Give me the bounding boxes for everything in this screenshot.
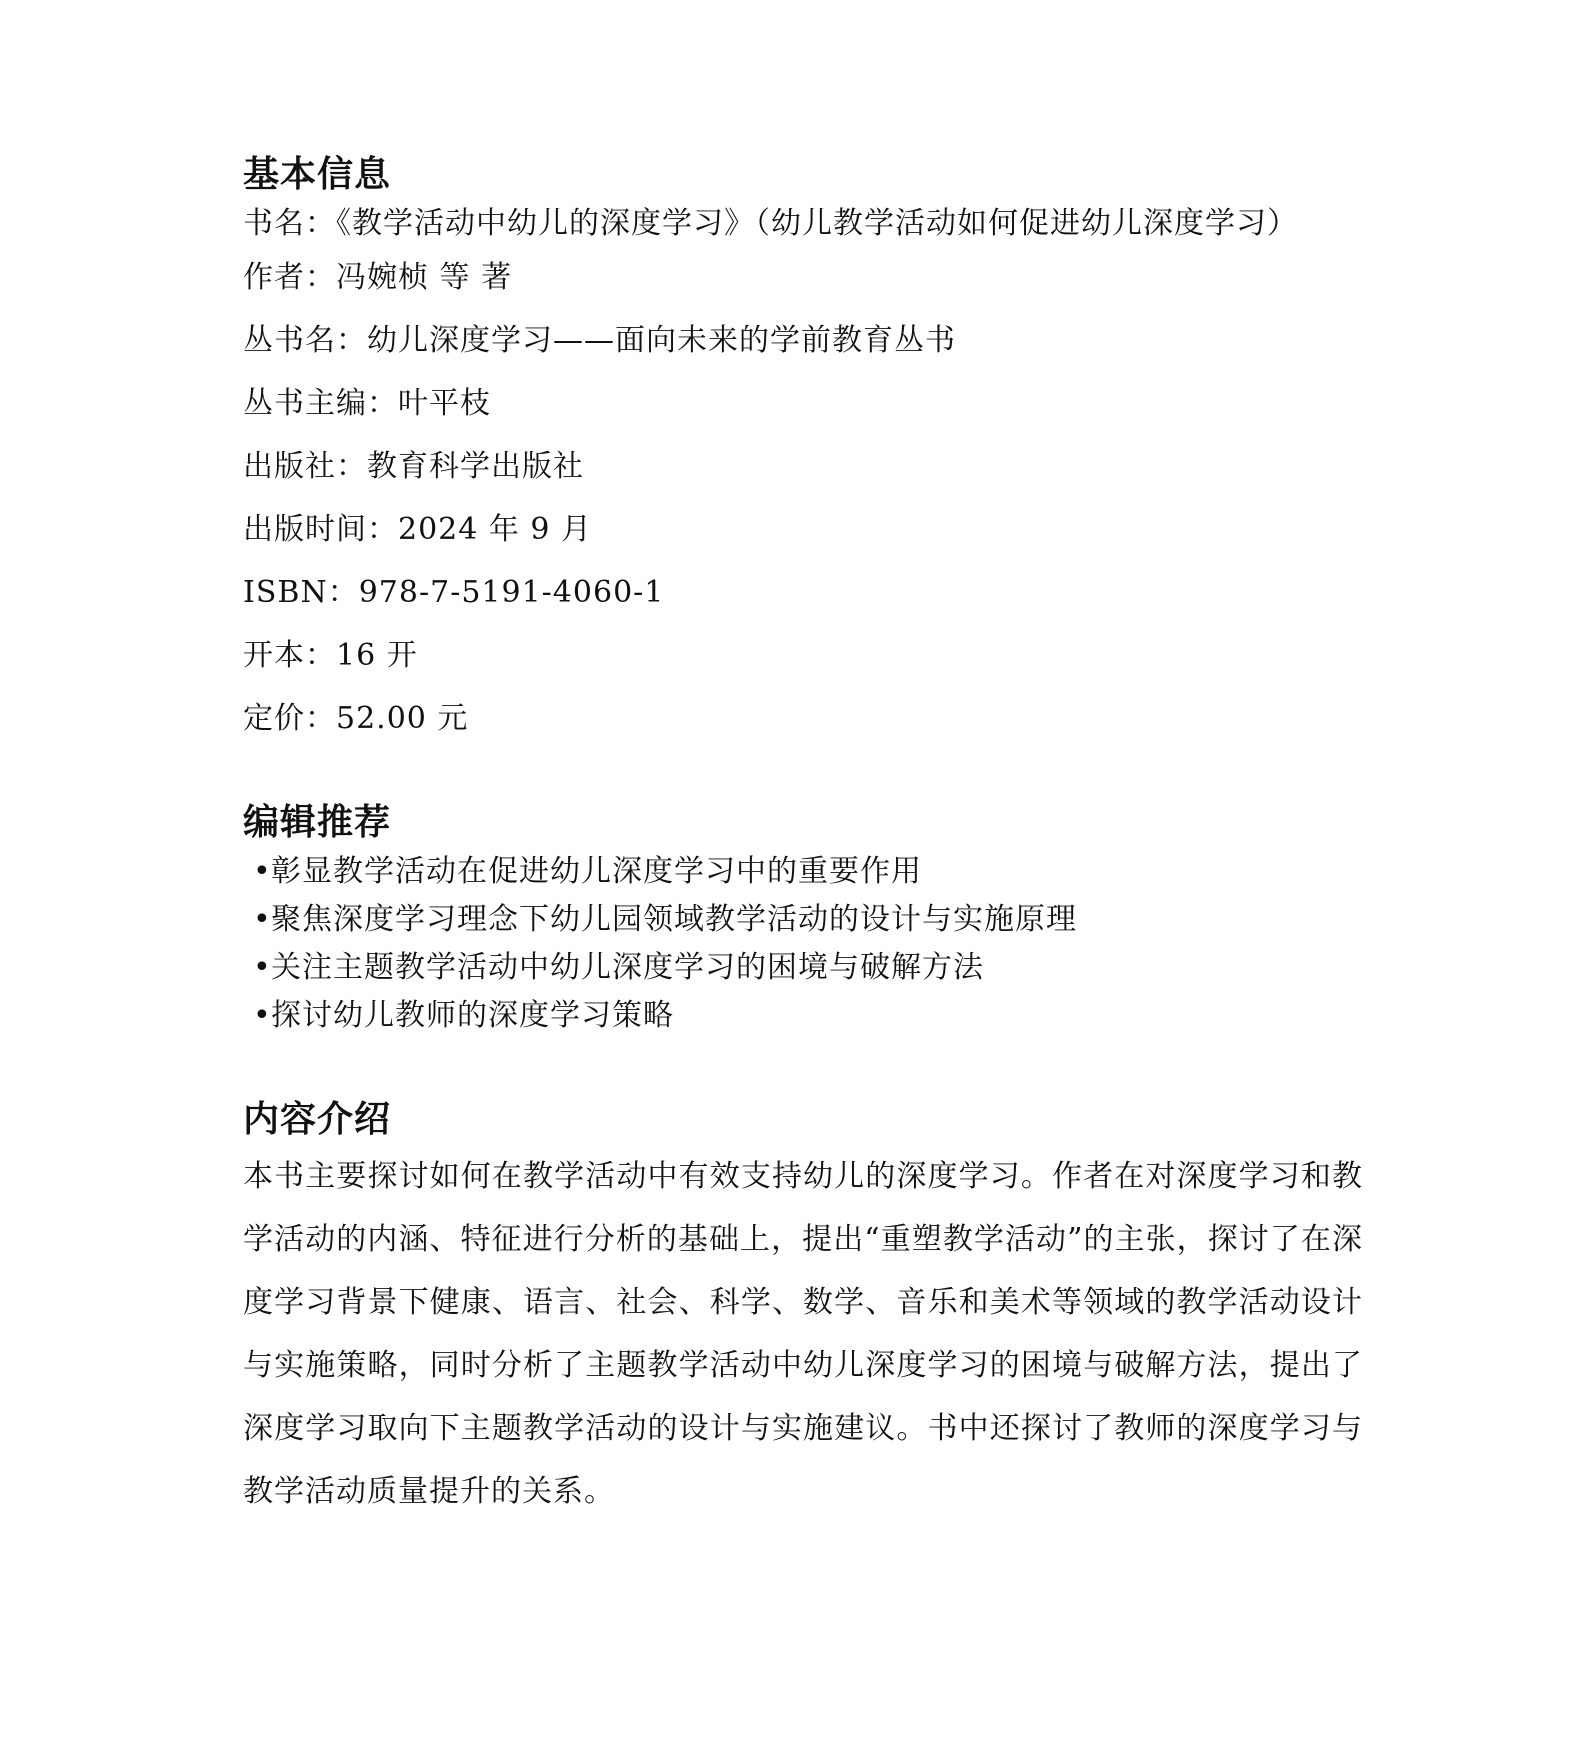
recommendation-text: 关注主题教学活动中幼儿深度学习的困境与破解方法 [271,950,984,985]
price-value: 52.00 元 [336,701,469,736]
book-title-line [243,200,1363,248]
author-line [243,254,1363,302]
recommendation-text: 聚焦深度学习理念下幼儿园领域教学活动的设计与实施原理 [271,902,1077,937]
isbn-line [243,569,1363,617]
list-item [243,848,1363,896]
author-label: 作者： [243,260,336,295]
isbn-label: ISBN： [243,575,359,610]
series-editor-line [243,380,1363,428]
list-item [243,944,1363,992]
basic-info-heading: 基本信息 [243,154,392,195]
content-intro-section [243,1095,1363,1523]
recommendation-text: 彰显教学活动在促进幼儿深度学习中的重要作用 [271,854,922,889]
bullet-icon: • [253,950,272,985]
bullet-icon: • [253,854,272,889]
price-label: 定价： [243,701,336,736]
isbn-value: 978-7-5191-4060-1 [358,575,665,610]
publish-date-label: 出版时间： [243,512,398,547]
series-name-line [243,317,1363,365]
series-name-label: 丛书名： [243,323,367,358]
recommendation-list [243,848,1363,1040]
list-item [243,992,1363,1040]
publish-date-value: 2024 年 9 月 [398,512,593,547]
price-line [243,695,1363,743]
series-name-value: 幼儿深度学习——面向未来的学前教育丛书 [367,323,956,358]
publisher-line [243,443,1363,491]
book-title-value: 《教学活动中幼儿的深度学习》（幼儿教学活动如何促进幼儿深度学习） [336,206,1298,241]
bullet-icon: • [253,998,272,1033]
series-editor-value: 叶平枝 [398,386,491,421]
publisher-label: 出版社： [243,449,367,484]
author-value: 冯婉桢 等 著 [336,260,513,295]
publisher-value: 教育科学出版社 [367,449,584,484]
book-title-label: 书名： [243,206,336,241]
bullet-icon: • [253,902,272,937]
recommendation-text: 探讨幼儿教师的深度学习策略 [271,998,674,1033]
editor-recommendation-heading: 编辑推荐 [243,802,392,843]
content-intro-paragraph: 本书主要探讨如何在教学活动中有效支持幼儿的深度学习。作者在对深度学习和教学活动的内涵、特征进行分析的基础上，提出“重塑教学活动”的主张，探讨了在深度学习背景下健康、语言、社会、科学、数学、音乐和美术等领域的教学活动设计与实施策略，同时分析了主题教学活动中幼儿深度学习的困境与破解方法，提出了深度学习取向下主题教学活动的设计与实施建议。书中还探讨了教师的深度学习与教学活动质量提升的关系。 [243,1159,1363,1509]
list-item [243,896,1363,944]
content-intro-heading: 内容介绍 [243,1099,392,1140]
format-line [243,632,1363,680]
format-label: 开本： [243,638,336,673]
format-value: 16 开 [336,638,418,673]
series-editor-label: 丛书主编： [243,386,398,421]
basic-info-section [243,150,1363,743]
document-page [243,150,1363,1523]
publish-date-line [243,506,1363,554]
editor-recommendation-section [243,798,1363,1040]
